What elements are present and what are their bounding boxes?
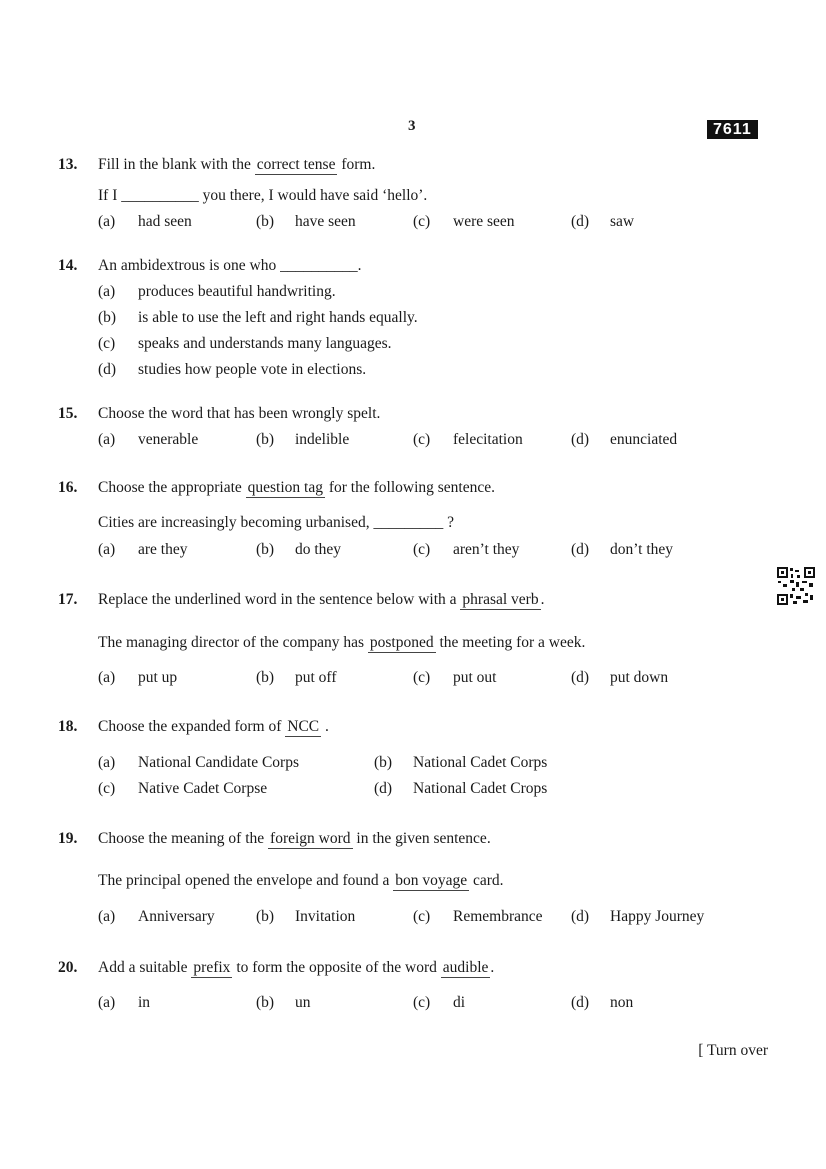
option-text: indelible bbox=[295, 431, 350, 448]
option-text: Invitation bbox=[295, 908, 356, 925]
paper-code-badge: 7611 bbox=[707, 120, 758, 139]
option-label: (d) bbox=[98, 361, 117, 378]
option-text: put down bbox=[610, 669, 669, 686]
option-label: (c) bbox=[98, 335, 116, 352]
option-text: Happy Journey bbox=[610, 908, 705, 925]
option-label: (c) bbox=[413, 669, 431, 686]
sentence-text: card. bbox=[473, 872, 504, 889]
option-label: (a) bbox=[98, 213, 116, 230]
option-text: felecitation bbox=[453, 431, 523, 448]
option-label: (d) bbox=[571, 541, 590, 558]
question-number: 20. bbox=[58, 959, 78, 976]
underlined-term: question tag bbox=[247, 479, 323, 496]
underlined-term: phrasal verb bbox=[462, 591, 539, 608]
option-text: put off bbox=[295, 669, 337, 686]
option-label: (b) bbox=[374, 754, 393, 771]
question-sentence: Cities are increasingly becoming urbanised, _________ ? bbox=[98, 514, 454, 531]
underlined-word: audible bbox=[442, 959, 489, 976]
prompt-text: form. bbox=[341, 156, 376, 173]
question-number: 17. bbox=[58, 591, 78, 608]
question-prompt: An ambidextrous is one who __________. bbox=[98, 257, 362, 274]
option-label: (a) bbox=[98, 283, 116, 300]
option-label: (d) bbox=[571, 669, 590, 686]
option-label: (c) bbox=[413, 541, 431, 558]
prompt-text: Choose the expanded form of bbox=[98, 718, 282, 735]
question-number: 18. bbox=[58, 718, 78, 735]
option-text: put out bbox=[453, 669, 497, 686]
option-text: speaks and understands many languages. bbox=[138, 335, 392, 352]
prompt-text: Choose the meaning of the bbox=[98, 830, 265, 847]
question-number: 15. bbox=[58, 405, 78, 422]
underlined-term: foreign word bbox=[270, 830, 351, 847]
sentence-text: The principal opened the envelope and found a bbox=[98, 872, 390, 889]
option-label: (d) bbox=[374, 780, 393, 797]
option-label: (b) bbox=[256, 541, 275, 558]
option-text: di bbox=[453, 994, 466, 1011]
option-label: (a) bbox=[98, 431, 116, 448]
prompt-text: Fill in the blank with the bbox=[98, 156, 251, 173]
option-label: (a) bbox=[98, 541, 116, 558]
prompt-text: Replace the underlined word in the sentence below with a bbox=[98, 591, 457, 608]
underlined-word: bon voyage bbox=[395, 872, 468, 889]
option-label: (a) bbox=[98, 908, 116, 925]
option-label: (c) bbox=[413, 994, 431, 1011]
prompt-text: Choose the appropriate bbox=[98, 479, 242, 496]
question-number: 14. bbox=[58, 257, 78, 274]
option-label: (a) bbox=[98, 754, 116, 771]
option-text: have seen bbox=[295, 213, 356, 230]
option-text: produces beautiful handwriting. bbox=[138, 283, 336, 300]
option-label: (c) bbox=[98, 780, 116, 797]
question-prompt: Choose the word that has been wrongly spelt. bbox=[98, 405, 381, 422]
prompt-text: . bbox=[325, 718, 329, 735]
prompt-text: for the following sentence. bbox=[328, 479, 495, 496]
qr-code-icon bbox=[776, 566, 816, 606]
option-label: (c) bbox=[413, 908, 431, 925]
question-prompt bbox=[98, 718, 329, 736]
option-text: studies how people vote in elections. bbox=[138, 361, 367, 378]
option-text: National Candidate Corps bbox=[138, 754, 299, 771]
option-label: (b) bbox=[256, 213, 275, 230]
option-label: (b) bbox=[98, 309, 117, 326]
question-prompt bbox=[98, 156, 375, 174]
option-label: (b) bbox=[256, 431, 275, 448]
option-label: (c) bbox=[413, 213, 431, 230]
option-text: saw bbox=[610, 213, 635, 230]
option-text: National Cadet Crops bbox=[413, 780, 548, 797]
option-label: (c) bbox=[413, 431, 431, 448]
prompt-text: . bbox=[490, 959, 495, 976]
option-text: Remembrance bbox=[453, 908, 543, 925]
option-text: non bbox=[610, 994, 634, 1011]
option-text: enunciated bbox=[610, 431, 678, 448]
option-text: are they bbox=[138, 541, 188, 558]
option-text: put up bbox=[138, 669, 178, 686]
question-prompt bbox=[98, 959, 494, 977]
option-text: is able to use the left and right hands equally. bbox=[138, 309, 418, 326]
option-text: aren’t they bbox=[453, 541, 520, 558]
option-text: un bbox=[295, 994, 311, 1011]
option-text: Anniversary bbox=[138, 908, 215, 925]
question-prompt bbox=[98, 479, 495, 497]
question-sentence: If I __________ you there, I would have said ‘hello’. bbox=[98, 187, 428, 204]
option-text: Native Cadet Corpse bbox=[138, 780, 268, 797]
underlined-word: postponed bbox=[369, 634, 434, 651]
option-text: were seen bbox=[453, 213, 515, 230]
option-text: had seen bbox=[138, 213, 192, 230]
page-number: 3 bbox=[408, 118, 416, 134]
option-text: do they bbox=[295, 541, 342, 558]
question-prompt bbox=[98, 830, 491, 848]
option-label: (d) bbox=[571, 431, 590, 448]
prompt-text: . bbox=[540, 591, 545, 608]
option-text: venerable bbox=[138, 431, 199, 448]
question-number: 13. bbox=[58, 156, 78, 173]
option-label: (b) bbox=[256, 908, 275, 925]
underlined-term: prefix bbox=[193, 959, 231, 976]
option-label: (b) bbox=[256, 994, 275, 1011]
option-text: National Cadet Corps bbox=[413, 754, 548, 771]
option-label: (d) bbox=[571, 213, 590, 230]
sentence-text: The managing director of the company has bbox=[98, 634, 364, 651]
underlined-term: NCC bbox=[287, 718, 320, 735]
question-number: 19. bbox=[58, 830, 78, 847]
option-label: (a) bbox=[98, 994, 116, 1011]
option-text: don’t they bbox=[610, 541, 673, 558]
question-sentence bbox=[98, 634, 585, 652]
prompt-text: Add a suitable bbox=[98, 959, 188, 976]
question-number: 16. bbox=[58, 479, 78, 496]
sentence-text: the meeting for a week. bbox=[439, 634, 586, 651]
prompt-text: to form the opposite of the word bbox=[236, 959, 437, 976]
question-sentence bbox=[98, 872, 504, 890]
option-label: (d) bbox=[571, 994, 590, 1011]
underlined-term: correct tense bbox=[256, 156, 336, 173]
option-text: in bbox=[138, 994, 151, 1011]
turn-over-note: [ Turn over bbox=[698, 1042, 768, 1059]
option-label: (a) bbox=[98, 669, 116, 686]
question-prompt bbox=[98, 591, 544, 609]
option-label: (d) bbox=[571, 908, 590, 925]
option-label: (b) bbox=[256, 669, 275, 686]
prompt-text: in the given sentence. bbox=[356, 830, 491, 847]
